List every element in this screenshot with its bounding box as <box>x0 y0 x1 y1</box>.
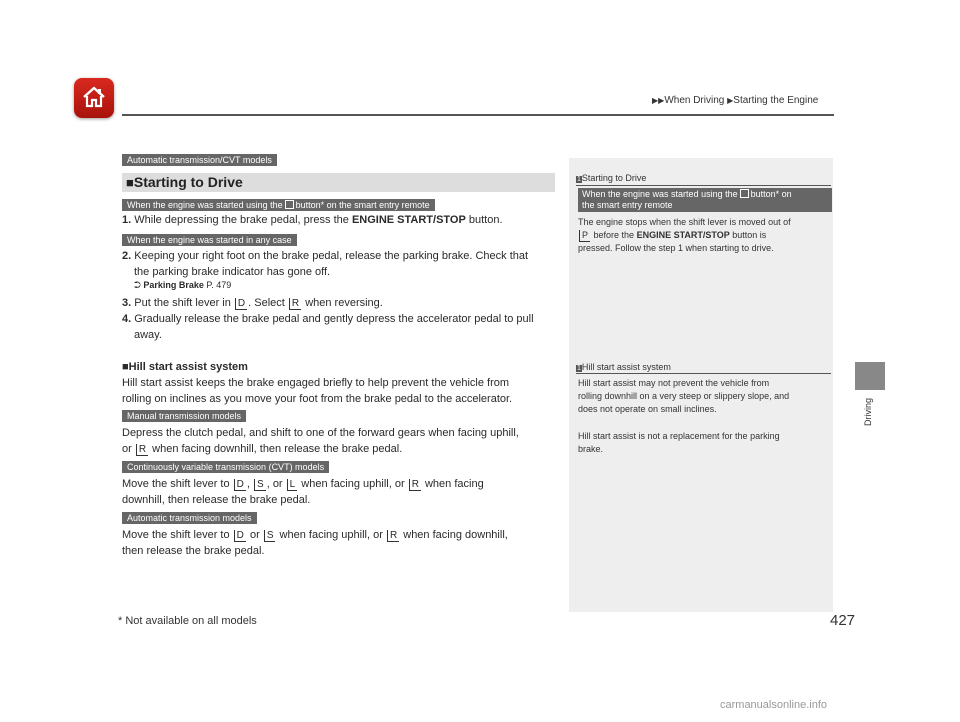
model-tag: Manual transmission models <box>122 410 246 422</box>
breadcrumb: ▶▶When Driving ▶Starting the Engine <box>652 95 819 106</box>
remote-button-icon <box>285 200 294 209</box>
note-divider <box>576 373 831 374</box>
note-text: pressed. Follow the step 1 when starting to drive. <box>578 243 774 253</box>
note-marker-icon: 1 <box>577 365 581 372</box>
note-marker-icon: 1 <box>577 176 581 183</box>
note-text: brake. <box>578 444 604 454</box>
gear-l-key: L <box>287 479 298 491</box>
home-icon <box>81 84 107 110</box>
page-number: 427 <box>830 612 856 629</box>
note-text: Hill start assist is not a replacement for the parking <box>578 431 780 441</box>
condition-tag: When the engine was started using the button* on the smart entry remote <box>122 199 435 211</box>
paragraph-line: then release the brake pedal. <box>122 545 265 557</box>
model-tag: Automatic transmission/CVT models <box>122 154 277 166</box>
paragraph-line: downhill, then release the brake pedal. <box>122 494 311 506</box>
breadcrumb-item[interactable]: Starting the Engine <box>733 95 819 106</box>
gear-s-key: S <box>254 479 266 491</box>
chapter-tab-marker[interactable] <box>855 362 885 390</box>
home-button[interactable] <box>74 78 114 118</box>
step-1: 1. While depressing the brake pedal, press the ENGINE START/STOP button. <box>122 214 503 226</box>
remote-button-icon <box>740 189 749 198</box>
section-title: ■Starting to Drive <box>126 174 243 190</box>
gear-r-key: R <box>387 530 399 542</box>
header-divider <box>122 114 834 116</box>
step-4-cont: away. <box>134 329 162 341</box>
note-text: P before the ENGINE START/STOP button is <box>578 229 766 242</box>
model-tag: Continuously variable transmission (CVT) models <box>122 461 329 473</box>
gear-s-key: S <box>264 530 276 542</box>
gear-r-key: R <box>136 444 148 456</box>
paragraph-line: or R when facing downhill, then release the brake pedal. <box>122 443 403 455</box>
gear-r-key: R <box>409 479 421 491</box>
chapter-label[interactable]: Driving <box>863 397 873 426</box>
watermark: carmanualsonline.info <box>720 699 828 711</box>
model-tag: Automatic transmission models <box>122 512 257 524</box>
paragraph-line: Depress the clutch pedal, and shift to one of the forward gears when facing uphill, <box>122 427 519 439</box>
note-text: The engine stops when the shift lever is moved out of <box>578 217 791 227</box>
step-4: 4. Gradually release the brake pedal and gently depress the accelerator pedal to pull <box>122 313 534 325</box>
paragraph-line: Move the shift lever to D or S when facing uphill, or R when facing downhill, <box>122 529 508 541</box>
gear-d-key: D <box>235 298 247 310</box>
paragraph-line: Move the shift lever to D , S , or L when facing uphill, or R when facing <box>122 478 484 490</box>
note-text: does not operate on small inclines. <box>578 404 717 414</box>
breadcrumb-item[interactable]: When Driving <box>664 95 725 106</box>
subsection-title: ■Hill start assist system <box>122 361 248 373</box>
gear-d-key: D <box>234 479 246 491</box>
gear-d-key: D <box>234 530 246 542</box>
condition-tag: When the engine was started using the button* on the smart entry remote <box>578 188 832 212</box>
footnote: * Not available on all models <box>118 615 257 627</box>
gear-p-key: P <box>579 230 590 242</box>
cross-reference-link[interactable]: ⮊ Parking Brake P. 479 <box>134 280 232 290</box>
step-3: 3. Put the shift lever in D . Select R when reversing. <box>122 297 383 309</box>
note-title: 1Hill start assist system <box>577 362 671 372</box>
reference-arrow-icon: ⮊ <box>134 280 141 290</box>
paragraph-line: rolling on inclines as you move your foot from the brake pedal to the accelerator. <box>122 393 513 405</box>
note-text: rolling downhill on a very steep or slippery slope, and <box>578 391 790 401</box>
note-title: 1Starting to Drive <box>577 173 647 183</box>
condition-tag: When the engine was started in any case <box>122 234 297 246</box>
gear-r-key: R <box>289 298 301 310</box>
step-2-cont: the parking brake indicator has gone off. <box>134 266 331 278</box>
paragraph-line: Hill start assist keeps the brake engaged briefly to help prevent the vehicle from <box>122 377 510 389</box>
note-divider <box>576 185 831 186</box>
step-2: 2. Keeping your right foot on the brake pedal, release the parking brake. Check that <box>122 250 529 262</box>
note-text: Hill start assist may not prevent the vehicle from <box>578 378 770 388</box>
